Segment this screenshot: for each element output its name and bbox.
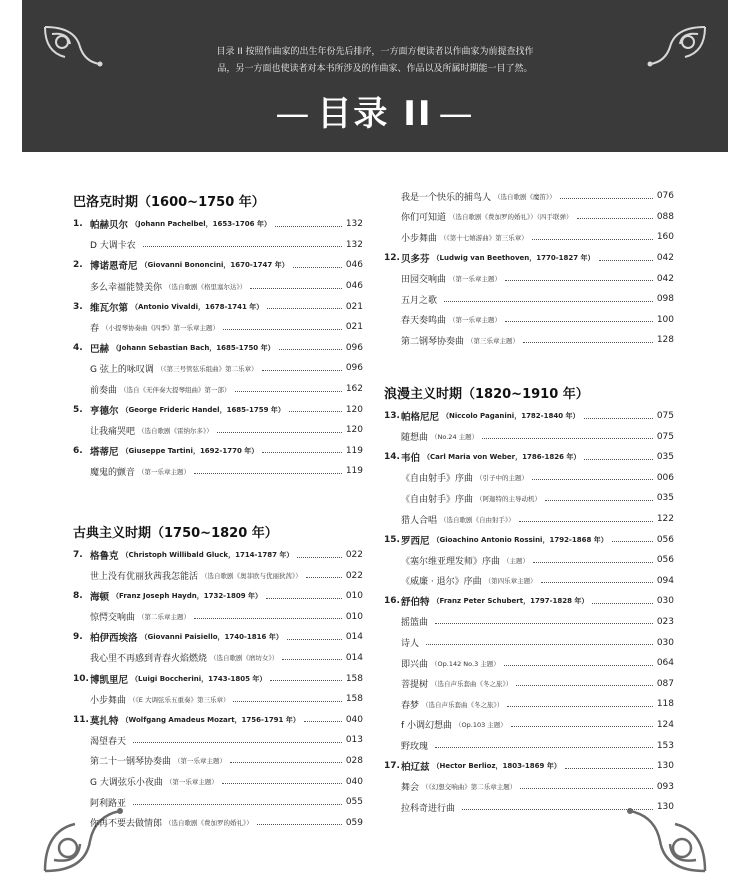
composer-name: 柏伊西埃洛 [90,633,138,645]
work-row[interactable] [384,715,674,736]
work-row[interactable] [384,268,674,289]
work-title: 诗人 [401,639,420,650]
leader-dots [275,226,342,227]
work-row[interactable] [384,186,674,207]
section-title-classical: 古典主义时期（1750~1820 年） [73,525,278,541]
leader-dots [435,623,653,624]
work-row[interactable] [384,207,674,228]
composer-info: （Giovanni Bononcini，1670-1747 年） [140,261,289,270]
work-row[interactable] [384,776,674,797]
composer-info: （Giovanni Paisiello，1740-1816 年） [140,633,283,642]
leader-dots [194,618,342,619]
intro-line-1: 目录 II 按照作曲家的出生年份先后排序，一方面方便读者以作曲家为前提查找作 [216,47,534,57]
work-note: （选自歌剧《费加罗的婚礼》） [165,819,253,828]
page-number: 006 [656,472,674,483]
work-title: 你再不要去做情郎 [90,819,163,830]
work-note: （选自歌剧《魔笛》） [494,192,556,201]
work-note: （第一乐章主题） [138,467,191,476]
entry-number: 1. [73,219,83,230]
work-title: G 弦上的咏叹调 [90,364,154,375]
composer-name: 罗西尼 [401,535,430,547]
leader-dots [507,706,653,707]
work-note: （《幻想交响曲》第二乐章主题） [422,783,517,792]
work-note: （第一乐章主题） [165,778,218,787]
work-row[interactable] [73,565,363,586]
leader-dots [435,747,653,748]
work-note: （No.24 主题） [431,433,479,442]
page-number: 132 [345,239,363,250]
page-number: 023 [656,616,674,627]
composer-name: 柏辽兹 [401,762,430,774]
page-number: 153 [656,740,674,751]
work-row[interactable] [73,358,363,379]
work-row[interactable] [73,730,363,751]
work-title: 我心里不再感到青春火焰燃烧 [90,654,208,665]
leader-dots [270,680,341,681]
page-number: 132 [345,219,363,230]
composer-name: 博诺恩奇尼 [90,261,138,273]
leader-dots [519,521,653,522]
leader-dots [143,246,342,247]
leader-dots [520,788,653,789]
page-number: 120 [345,404,363,415]
toc-column-right [384,186,674,818]
work-row[interactable] [384,735,674,756]
work-title: 小步舞曲 [90,695,127,706]
work-note: （选自歌剧《费加罗的婚礼》）（四手联弹） [449,213,573,222]
entry-number: 8. [73,591,83,602]
leader-dots [222,783,342,784]
page-number: 096 [345,363,363,374]
work-note: （Op.103 主题） [455,721,507,730]
composer-row[interactable] [73,668,363,689]
composer-row[interactable] [73,586,363,607]
composer-name: 博凯里尼 [90,674,129,686]
composer-info: （Hector Berlioz，1803-1869 年） [432,762,561,771]
page-number: 158 [345,673,363,684]
page-number: 096 [345,342,363,353]
composer-info: （Johann Pachelbel，1653-1706 年） [131,220,271,229]
work-title: 我是一个快乐的捕鸟人 [401,192,492,203]
work-row[interactable] [73,379,363,400]
entry-number: 9. [73,632,83,643]
leader-dots [289,411,342,412]
leader-dots [293,267,342,268]
page-number: 118 [656,699,674,710]
leader-dots [250,288,342,289]
entry-number: 13. [384,411,400,422]
leader-dots [504,665,653,666]
work-note: （选自歌剧《格里塞尔达》） [165,282,247,291]
work-note: （选自歌剧《雷纳尔多》） [138,426,213,435]
leader-dots [577,218,653,219]
work-row[interactable] [384,488,674,509]
work-note: （主题） [503,556,530,565]
leader-dots [223,329,342,330]
title-dash-left: — [275,94,312,134]
composer-info: （Giuseppe Tartini，1692-1770 年） [121,446,259,455]
work-note: （选自声乐套曲《冬之旅》） [431,680,513,689]
work-row[interactable] [384,289,674,310]
work-title: 菩提树 [401,680,429,691]
page-number: 064 [656,658,674,669]
work-row[interactable] [384,797,674,818]
composer-info: （Ludwig van Beethoven，1770-1827 年） [432,254,595,263]
leader-dots [565,768,653,769]
work-title: 春梦 [401,700,420,711]
composer-row[interactable] [73,441,363,462]
composer-name: 贝多芬 [401,254,430,266]
work-row[interactable] [384,632,674,653]
page-number: 130 [656,761,674,772]
work-note: （第二乐章主题） [138,613,191,622]
leader-dots [267,308,342,309]
corner-ornament-top-right-icon [640,22,710,72]
page-number: 030 [656,596,674,607]
work-row[interactable] [73,461,363,482]
work-title: 小步舞曲 [401,233,438,244]
work-title: D 大调卡农 [90,241,136,252]
work-title: 春天奏鸣曲 [401,316,447,327]
work-title: 舞会 [401,783,420,794]
leader-dots [426,644,653,645]
composer-info: （Niccolo Paganini，1782-1840 年） [442,412,580,421]
toc-column-left [73,187,363,833]
page-number: 042 [656,273,674,284]
work-row[interactable] [384,571,674,592]
composer-row[interactable] [384,406,674,427]
work-note: （阿迦特的主导动机） [476,494,542,503]
entry-number: 3. [73,301,83,312]
leader-dots [523,342,653,343]
leader-dots [584,459,652,460]
composer-info: （George Frideric Handel，1685-1759 年） [121,405,285,414]
page-number: 162 [345,384,363,395]
work-title: 猎人合唱 [401,515,438,526]
work-row[interactable] [73,235,363,256]
work-title: 阿利路亚 [90,798,127,809]
work-title: 惊愕交响曲 [90,613,136,624]
composer-row[interactable] [73,709,363,730]
composer-name: 帕格尼尼 [401,412,440,424]
entry-number: 4. [73,342,83,353]
work-note: （Op.142 No.3 主题） [431,659,500,668]
leader-dots [304,721,342,722]
leader-dots [262,452,342,453]
page-number: 128 [656,335,674,346]
leader-dots [444,301,653,302]
leader-dots [279,349,342,350]
page-number: 076 [656,191,674,202]
work-title: 第二十一钢琴协奏曲 [90,757,172,768]
page-number: 120 [345,425,363,436]
composer-name: 韦伯 [401,453,421,465]
composer-name: 巴赫 [90,343,110,355]
composer-name: 海顿 [90,592,110,604]
composer-row[interactable] [73,399,363,420]
work-row[interactable] [384,694,674,715]
page-number: 021 [345,322,363,333]
composer-row[interactable] [384,447,674,468]
section-title-baroque: 巴洛克时期（1600~1750 年） [73,195,265,210]
composer-row[interactable] [384,756,674,777]
work-note: （第一乐章主题） [449,316,502,325]
work-note: （小提琴协奏曲《四季》第一乐章主题） [102,323,220,332]
page-number: 075 [656,431,674,442]
title-text: 目录 II [317,94,433,134]
page-number: 042 [656,253,674,264]
page-number: 124 [656,719,674,730]
page-number: 040 [345,714,363,725]
work-note: （第一乐章主题） [174,757,227,766]
page-number: 055 [345,797,363,808]
work-row[interactable] [73,771,363,792]
header-banner [22,0,728,152]
work-row[interactable] [384,330,674,351]
entry-number: 15. [384,534,400,545]
page-number: 098 [656,294,674,305]
leader-dots [612,541,653,542]
page-number: 119 [345,466,363,477]
work-title: 《自由射手》序曲 [401,474,474,485]
entry-number: 2. [73,260,83,271]
entry-number: 12. [384,253,400,264]
work-title: 《自由射手》序曲 [401,494,474,505]
leader-dots [541,582,653,583]
composer-name: 维瓦尔第 [90,302,129,314]
composer-info: （Antonio Vivaldi，1678-1741 年） [131,302,264,311]
entry-number: 6. [73,445,83,456]
page-number: 010 [345,591,363,602]
leader-dots [533,562,653,563]
composer-info: （Luigi Boccherini，1743-1805 年） [131,674,267,683]
leader-dots [133,742,342,743]
header-intro [142,44,608,78]
work-row[interactable] [73,276,363,297]
work-note: （第一乐章主题） [449,275,502,284]
page-number: 035 [656,452,674,463]
work-title: G 大调弦乐小夜曲 [90,778,163,789]
work-row[interactable] [73,689,363,710]
work-note: （选自歌剧《奥菲欧与优丽狄茜》） [201,572,302,581]
leader-dots [560,198,653,199]
composer-name: 帕赫贝尔 [90,220,129,232]
work-row[interactable] [73,420,363,441]
work-row[interactable] [384,426,674,447]
leader-dots [133,804,342,805]
work-note: （选自歌剧《自由射手》） [440,515,515,524]
work-row[interactable] [73,812,363,833]
leader-dots [217,432,342,433]
work-note: （第四乐章主题） [484,577,537,586]
work-note: （引子中的主题） [476,474,529,483]
work-row[interactable] [384,509,674,530]
page-number: 094 [656,575,674,586]
work-row[interactable] [73,751,363,772]
page-number: 130 [656,802,674,813]
leader-dots [462,809,653,810]
page-number: 046 [345,260,363,271]
leader-dots [194,473,342,474]
leader-dots [482,438,653,439]
page-number: 022 [345,570,363,581]
page-number: 158 [345,694,363,705]
page-number: 160 [656,232,674,243]
page-number: 040 [345,776,363,787]
entry-number: 17. [384,761,400,772]
page-title [22,86,728,135]
work-row[interactable] [384,310,674,331]
leader-dots [505,321,653,322]
leader-dots [230,762,342,763]
leader-dots [532,239,653,240]
page-number: 056 [656,555,674,566]
composer-name: 莫扎特 [90,715,119,727]
page-number: 119 [345,445,363,456]
intro-line-2: 品，另一方面也使读者对本书所涉及的作曲家、作品以及所属时期能一目了然。 [217,64,533,74]
composer-name: 格鲁克 [90,551,119,563]
leader-dots [287,639,342,640]
work-title: 随想曲 [401,433,429,444]
work-title: 田园交响曲 [401,275,447,286]
composer-info: （Carl Maria von Weber，1786-1826 年） [423,453,581,462]
work-title: 《塞尔维亚理发师》序曲 [401,556,501,567]
page-number: 100 [656,314,674,325]
composer-info: （Johann Sebastian Bach，1685-1750 年） [112,343,275,352]
entry-number: 16. [384,596,400,607]
composer-name: 塔蒂尼 [90,446,119,458]
leader-dots [297,557,341,558]
composer-name: 舒伯特 [401,597,430,609]
work-title: 摇篮曲 [401,618,429,629]
work-title: 拉科奇进行曲 [401,803,456,814]
page-number: 088 [656,211,674,222]
entry-number: 11. [73,714,89,725]
leader-dots [262,370,342,371]
work-row[interactable] [73,648,363,669]
work-title: 多么幸福能赞美你 [90,282,163,293]
work-title: f 小调幻想曲 [401,721,453,732]
composer-name: 亨德尔 [90,405,119,417]
composer-row[interactable] [73,627,363,648]
work-note: （《第三号管弦乐组曲》第二乐章） [156,364,258,373]
work-title: 五月之歌 [401,295,438,306]
work-row[interactable] [73,317,363,338]
composer-row[interactable] [384,591,674,612]
section-title-romantic: 浪漫主义时期（1820~1910 年） [384,386,589,402]
page-number: 013 [345,735,363,746]
page-number: 093 [656,781,674,792]
entry-number: 10. [73,673,89,684]
work-title: 第二钢琴协奏曲 [401,336,465,347]
page-number: 014 [345,632,363,643]
work-note: （选自声乐套曲《冬之旅》） [422,700,504,709]
page-number: 010 [345,611,363,622]
work-title: 让我痛哭吧 [90,426,136,437]
work-title: 野玫瑰 [401,742,429,753]
work-title: 渴望春天 [90,736,127,747]
work-row[interactable] [384,227,674,248]
leader-dots [545,500,653,501]
composer-info: （Franz Peter Schubert，1797-1828 年） [432,597,589,606]
leader-dots [257,824,342,825]
work-row[interactable] [384,612,674,633]
work-title: 前奏曲 [90,385,118,396]
composer-info: （Gioachino Antonio Rossini，1792-1868 年） [432,535,608,544]
work-title: 即兴曲 [401,659,429,670]
work-note: （第三乐章主题） [467,336,520,345]
corner-ornament-top-left-icon [40,22,110,72]
leader-dots [532,479,653,480]
work-title: 《威廉 · 退尔》序曲 [401,577,482,588]
composer-info: （Christoph Willibald Gluck，1714-1787 年） [121,551,294,560]
page-number: 075 [656,411,674,422]
page-number: 087 [656,678,674,689]
page-number: 014 [345,652,363,663]
composer-info: （Franz Joseph Haydn，1732-1809 年） [112,592,263,601]
leader-dots [235,391,342,392]
page-number: 035 [656,493,674,504]
entry-number: 14. [384,452,400,463]
composer-row[interactable] [73,338,363,359]
leader-dots [511,726,653,727]
composer-row[interactable] [73,296,363,317]
page-number: 021 [345,301,363,312]
leader-dots [306,577,342,578]
page-number: 028 [345,755,363,766]
composer-row[interactable] [73,214,363,235]
work-row[interactable] [384,550,674,571]
leader-dots [282,659,342,660]
work-title: 你们可知道 [401,213,447,224]
leader-dots [505,280,653,281]
work-row[interactable] [73,792,363,813]
work-row[interactable] [384,468,674,489]
leader-dots [266,598,342,599]
page-number: 059 [345,817,363,828]
page-number: 030 [656,637,674,648]
leader-dots [516,685,653,686]
work-note: （《第十七嬉游曲》第三乐章） [440,233,528,242]
work-note: （选自《无伴奏大提琴组曲》第一部） [120,385,231,394]
entry-number: 5. [73,404,83,415]
title-dash-right: — [438,94,475,134]
work-row[interactable] [73,607,363,628]
leader-dots [599,260,653,261]
page-number: 056 [656,534,674,545]
page-number: 122 [656,514,674,525]
work-title: 春 [90,323,100,334]
work-note: （选自歌剧《磨坊女》） [210,654,279,663]
work-title: 世上没有优丽狄茜我怎能活 [90,572,199,583]
leader-dots [584,418,653,419]
leader-dots [592,603,652,604]
work-row[interactable] [384,653,674,674]
composer-row[interactable] [73,255,363,276]
work-row[interactable] [384,673,674,694]
work-note: （《E 大调弦乐五重奏》第三乐章） [129,695,230,704]
page-number: 022 [345,550,363,561]
composer-row[interactable] [384,529,674,550]
entry-number: 7. [73,550,83,561]
composer-info: （Wolfgang Amadeus Mozart，1756-1791 年） [121,715,300,724]
composer-row[interactable] [384,248,674,269]
work-title: 魔鬼的颤音 [90,467,136,478]
leader-dots [233,701,341,702]
composer-row[interactable] [73,545,363,566]
page-number: 046 [345,281,363,292]
